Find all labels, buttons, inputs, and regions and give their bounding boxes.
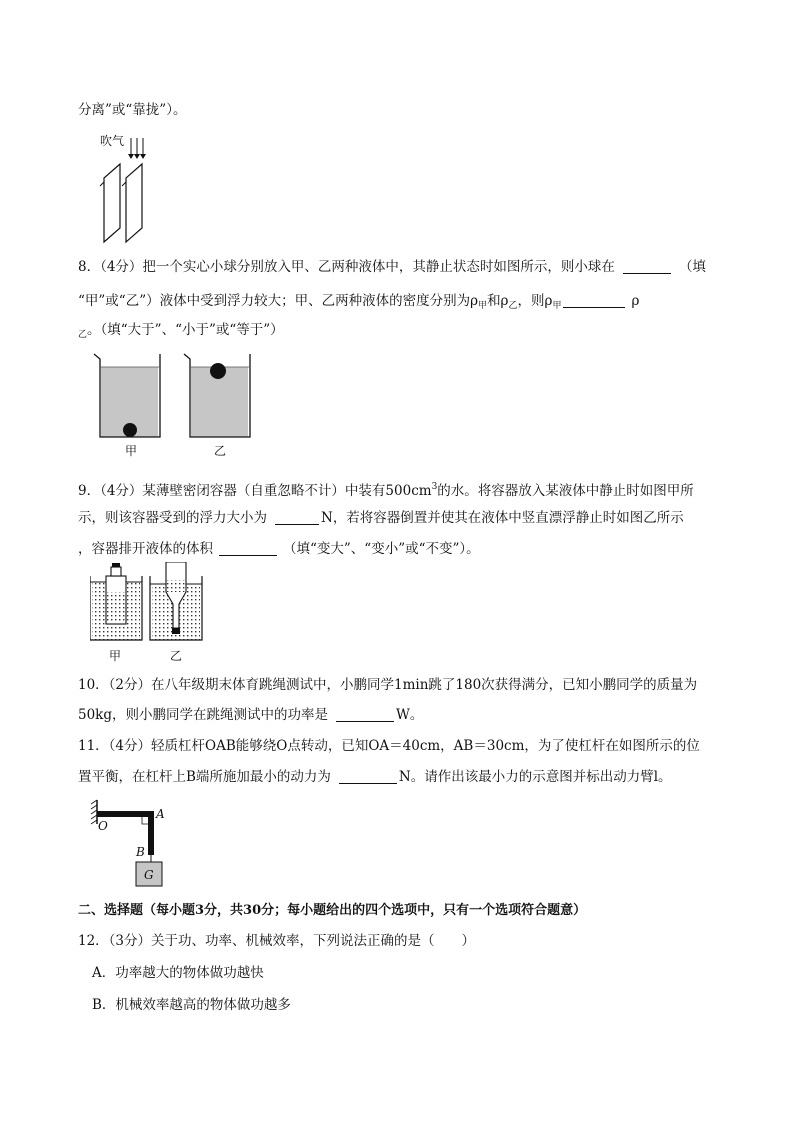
q9-text-1a: 9．（4分）某薄壁密闭容器（自重忽略不计）中装有500cm [78, 483, 432, 499]
q11-line-2 [78, 768, 672, 786]
q10-answer-blank[interactable] [336, 707, 394, 722]
q8-fig-label-yi: 乙 [214, 444, 227, 458]
q8-ball-jia [123, 423, 137, 437]
q9-text-2a: 示，则该容器受到的浮力大小为 [78, 510, 267, 526]
q11-text-2b: N。请作出该最小力的示意图并标出动力臂l。 [398, 769, 672, 785]
q11-fig-label-g: G [144, 868, 154, 882]
q11-text-2a: 置平衡，在杠杆上B端所施加最小的动力为 [78, 769, 331, 785]
q9-line-2 [78, 509, 684, 527]
q11-fig-label-b: B [136, 845, 145, 859]
q10-text-2a: 50kg，则小鹏同学在跳绳测试中的功率是 [78, 707, 328, 723]
q9-answer-blank-1[interactable] [275, 510, 319, 525]
q9-line-3 [78, 540, 480, 558]
q8-text-2c: ，则ρ [517, 293, 553, 309]
q8-sub-2: 乙 [508, 301, 518, 311]
q11-answer-blank[interactable] [339, 769, 397, 784]
q10-line-1: 10．（2分）在八年级期末体育跳绳测试中，小鹏同学1min跳了180次获得满分，已知小鹏同学的质量为 [78, 677, 698, 693]
q8-sub-3: 甲 [552, 301, 562, 311]
q9-fig-label-yi: 乙 [170, 649, 183, 663]
q9-figure-containers [90, 562, 210, 668]
q9-text-3b: （填“变大”、“变小”或“不变”）。 [283, 541, 480, 557]
q10-line-2 [78, 706, 423, 724]
q11-figure-lever [88, 798, 178, 892]
q8-text-3: 。（填“大于”、“小于”或“等于”） [87, 322, 284, 338]
q8-sub-1: 甲 [478, 301, 488, 311]
q8-text-2d: ρ [631, 293, 640, 309]
q8-fig-label-jia: 甲 [125, 444, 138, 458]
q8-answer-blank-1[interactable] [623, 259, 671, 274]
q8-answer-blank-2[interactable] [563, 293, 625, 308]
q9-text-1b: 的水。将容器放入某液体中静止时如图甲所 [437, 483, 694, 499]
q7-tail-text: 分离”或“靠拢”）。 [78, 102, 187, 118]
q12-option-a[interactable]: A．功率越大的物体做功越快 [92, 965, 264, 981]
q8-line-3 [78, 321, 284, 344]
q10-text-2b: W。 [396, 707, 424, 723]
q12-stem: 12．（3分）关于功、功率、机械效率，下列说法正确的是（ ） [78, 933, 476, 949]
q8-text-2b: 和ρ [487, 293, 509, 309]
q8-line-2 [78, 292, 639, 315]
q8-figure-beakers [90, 350, 260, 462]
q8-ball-yi [210, 363, 226, 379]
q12-option-b[interactable]: B．机械效率越高的物体做功越多 [92, 997, 291, 1013]
q8-text-2a: “甲”或“乙”）液体中受到浮力较大；甲、乙两种液体的密度分别为ρ [78, 293, 479, 309]
section-2-title: 二、选择题（每小题3分，共30分；每小题给出的四个选项中，只有一个选项符合题意） [78, 903, 587, 918]
q9-text-2b: N，若将容器倒置并使其在液体中竖直漂浮静止时如图乙所示 [321, 510, 684, 526]
q9-answer-blank-2[interactable] [219, 541, 277, 556]
q7-figure-blowing-paper [96, 130, 166, 246]
q11-line-1: 11．（4分）轻质杠杆OAB能够绕O点转动，已知OA＝40cm，AB＝30cm，为了使杠杆在如图所示的位 [78, 738, 700, 754]
q9-line-1 [78, 478, 694, 500]
q8-text-1b: （填 [678, 259, 706, 275]
q8-text-1a: 8．（4分）把一个实心小球分别放入甲、乙两种液体中，其静止状态时如图所示，则小球在 [78, 259, 615, 275]
q9-fig-label-jia: 甲 [109, 649, 122, 663]
q11-fig-label-a: A [156, 807, 165, 821]
q11-fig-label-o: O [98, 819, 108, 833]
q7-fig-label-blow: 吹气 [100, 134, 125, 148]
q9-text-3a: ，容器排开液体的体积 [78, 541, 213, 557]
q8-line-1 [78, 258, 706, 276]
q9-sup: 3 [431, 482, 438, 492]
q8-sub-4: 乙 [78, 330, 88, 340]
